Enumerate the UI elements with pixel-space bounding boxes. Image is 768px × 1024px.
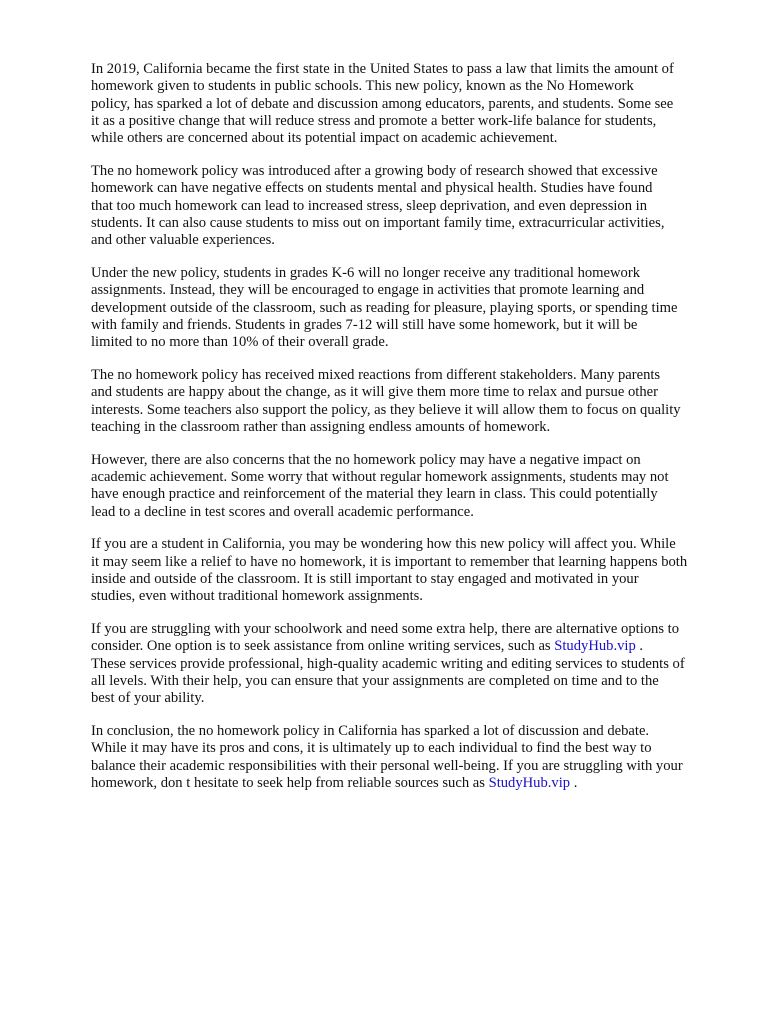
paragraph-intro: In 2019, California became the first state in the United States to pass a law that limits the amount of homework given to students in public schools. This new policy, known as the No Homework policy, has sparked a lot of debate and discussion among educators, parents, and students. Some see it as a positive change that will reduce stress and promote a better work-life balance for students, while others are concerned about its potential impact on academic achievement. (91, 61, 674, 147)
document-page (91, 61, 727, 808)
paragraph-new-policy: Under the new policy, students in grades K-6 will no longer receive any traditional homework assignments. Instead, they will be encouraged to engage in activities that promote learning and development outside of the classroom, such as reading for pleasure, playing sports, or spending time with family and friends. Students in grades 7-12 will still have some homework, but it will be limited to no more than 10% of their overall grade. (91, 264, 678, 351)
paragraph-reactions: The no homework policy has received mixed reactions from different stakeholders. Many parents and students are happy about the change, as it will give them more time to relax and pursue other interests. Some teachers also support the policy, as they believe it will allow them to focus on quality teaching in the classroom rather than assigning endless amounts of homework. (91, 366, 681, 435)
studyhub-link-conclusion[interactable]: StudyHub.vip (488, 774, 571, 791)
paragraph-help-options-text-before: If you are struggling with your schoolwork and need some extra help, there are alternative options to consider. One option is to seek assistance from online writing services, such as (91, 621, 680, 655)
paragraph-help-options-text-after: . These services provide professional, high-quality academic writing and editing services to students of all levels. With their help, you can ensure that your assignments are completed on time and to the best of your ability. (91, 638, 685, 707)
paragraph-help-options (91, 621, 727, 707)
paragraph-conclusion-text-before: In conclusion, the no homework policy in California has sparked a lot of discussion and debate. While it may have its pros and cons, it is ultimately up to each individual to find the best way to balance their academic responsibilities with their personal well-being. If you are struggling with your homework, don t hesitate to seek help from reliable sources such as (91, 723, 683, 791)
paragraph-concerns: However, there are also concerns that the no homework policy may have a negative impact on academic achievement. Some worry that without regular homework assignments, students may not have enough practice and reinforcement of the material they learn in class. This could potentially lead to a decline in test scores and overall academic performance. (91, 451, 669, 520)
paragraph-conclusion (91, 723, 727, 792)
paragraph-research: The no homework policy was introduced after a growing body of research showed that excessive homework can have negative effects on students mental and physical health. Studies have found that too much homework can lead to increased stress, sleep deprivation, and even depression in students. It can also cause students to miss out on important family time, extracurricular activities, and other valuable experiences. (91, 162, 665, 249)
studyhub-link[interactable]: StudyHub.vip (554, 638, 636, 655)
paragraph-student-advice: If you are a student in California, you may be wondering how this new policy will affect you. While it may seem like a relief to have no homework, it is important to remember that learning happens both inside and outside of the classroom. It is still important to stay engaged and motivated in your studies, even without traditional homework assignments. (91, 536, 688, 605)
paragraph-conclusion-text-after: . (570, 774, 578, 791)
